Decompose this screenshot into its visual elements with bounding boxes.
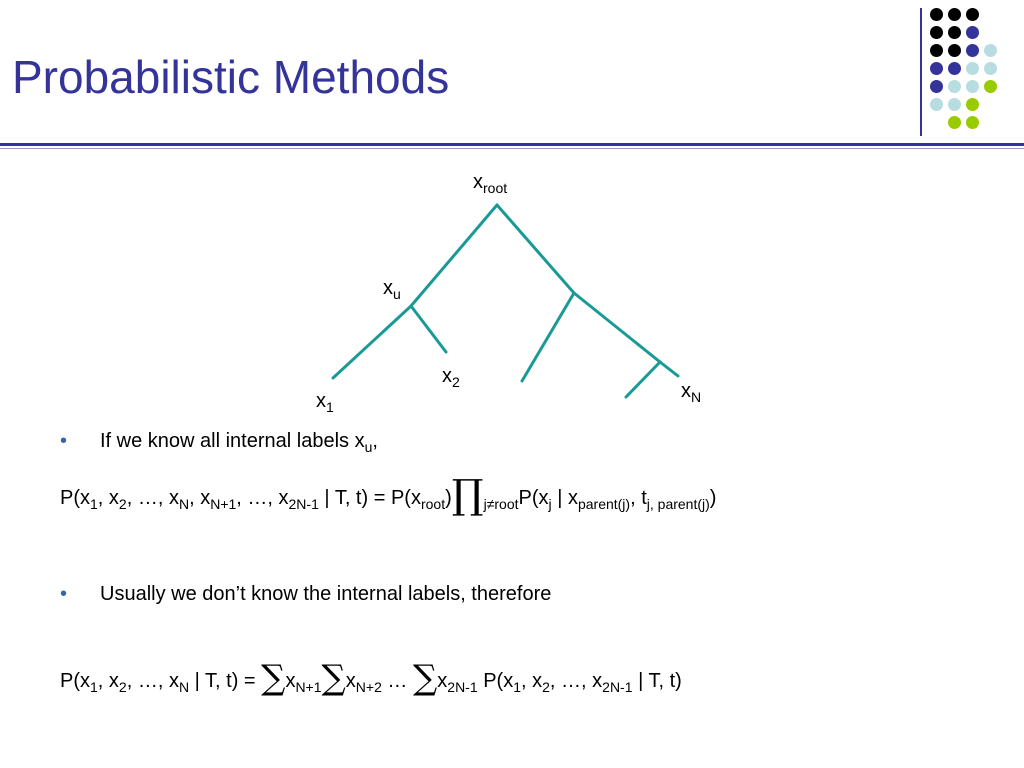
tree-branch-u-x2 xyxy=(411,306,446,352)
bullet-marker-1: • xyxy=(60,430,68,452)
equation-joint-known-labels: $P(x_1$, $x_2$, …, $x_N$, $x_{N+1}$, …, $x_{2N-1}$ | T, $t) = P(x_{root})\prod_{j\ne root}P(x_j$ | $x_{parent(j)}$, $t_{j, parent(j)}$) xyxy=(60,472,717,518)
node-label-N: $x_N$ xyxy=(681,380,702,405)
tree-branch-u-x1 xyxy=(333,306,411,378)
sum-symbol-1: ∑ xyxy=(261,658,286,698)
bullet-text-2: Usually we don’t know the internal labels, therefore xyxy=(100,583,552,605)
node-label-u: $x_u$ xyxy=(383,277,401,302)
node-label-root: $x_{root}$ xyxy=(473,171,508,196)
equation-marginal-sum: $P(x_1$, $x_2$, …, $x_N$ | T, $t) = \sum x_{N+1}\sum x_{N+2}$ … $\sum x_{2N-1}$ $P(x_1$, $x_2$, …, $x_{2N-1}$ | T, t) xyxy=(60,658,682,698)
tree-branch-root-right xyxy=(497,205,574,293)
node-label-2: $x_2$ xyxy=(442,365,460,390)
sum-symbol-2: ∑ xyxy=(321,658,346,698)
tree-branch-root-left xyxy=(411,205,497,306)
tree-branch-xN xyxy=(660,362,678,376)
page-title: Probabilistic Methods xyxy=(12,51,450,103)
bullet-marker-2: • xyxy=(60,583,68,605)
product-symbol: ∏ xyxy=(451,472,484,518)
tree-branch-inner xyxy=(626,362,660,397)
tree-branch-right-right xyxy=(574,293,660,362)
sum-symbol-3: ∑ xyxy=(413,658,438,698)
bullet-text-1: If we know all internal labels $x_u$, xyxy=(100,430,378,455)
tree-branch-right-left xyxy=(522,293,574,381)
node-label-1: $x_1$ xyxy=(316,390,334,415)
